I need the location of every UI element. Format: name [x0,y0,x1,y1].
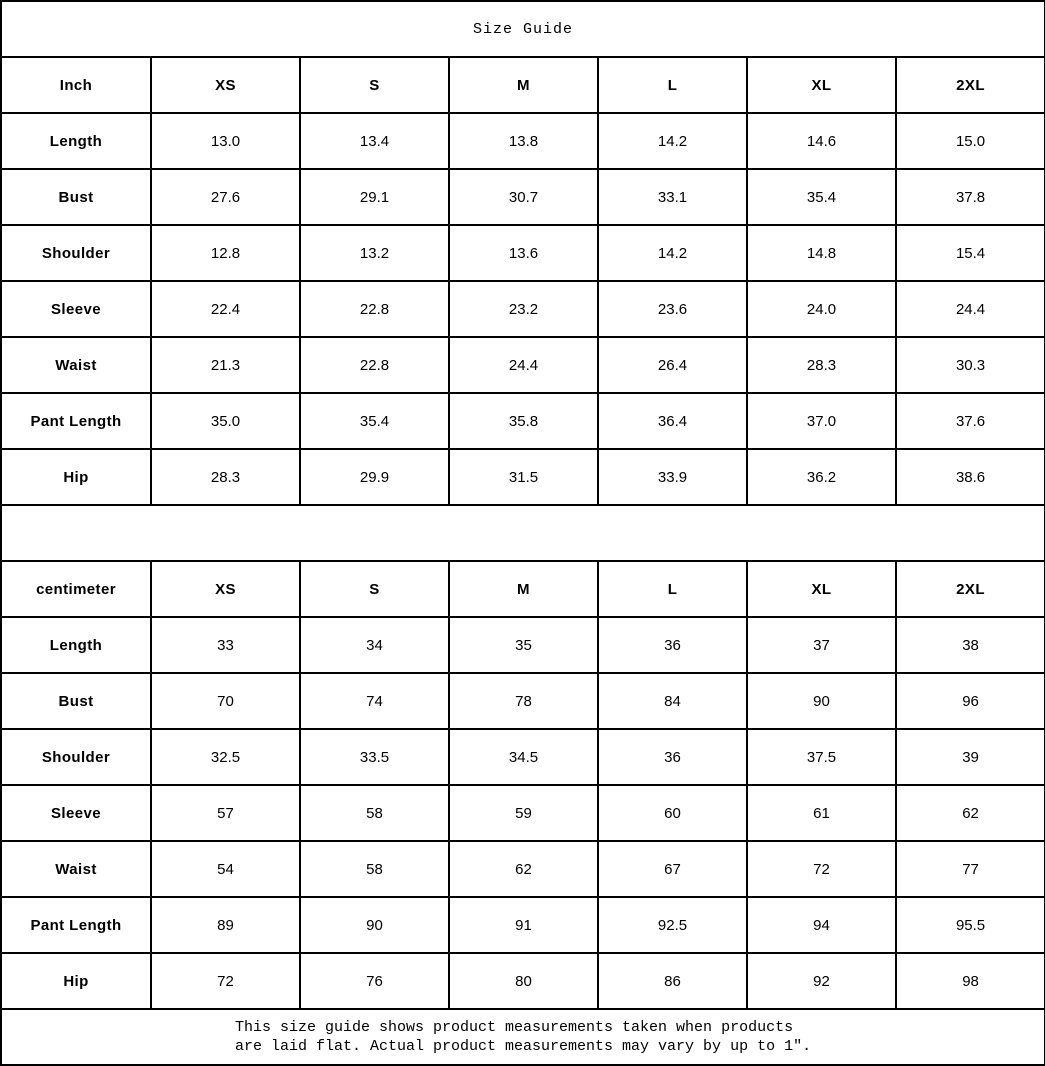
row-label: Shoulder [1,225,151,281]
title-row [1,1,1045,57]
table-row [1,281,1045,337]
measurement-cell: 14.8 [747,225,896,281]
measurement-cell: 39 [896,729,1045,785]
measurement-cell: 70 [151,673,300,729]
measurement-cell: 24.0 [747,281,896,337]
measurement-cell: 86 [598,953,747,1009]
measurement-cell: 62 [449,841,598,897]
measurement-cell: 23.2 [449,281,598,337]
size-header-l: L [598,57,747,113]
measurement-cell: 12.8 [151,225,300,281]
spacer-cell [1,505,1045,561]
measurement-cell: 31.5 [449,449,598,505]
size-header-s: S [300,57,449,113]
measurement-cell: 33.9 [598,449,747,505]
measurement-cell: 21.3 [151,337,300,393]
measurement-cell: 33.5 [300,729,449,785]
row-label: Sleeve [1,785,151,841]
measurement-cell: 38 [896,617,1045,673]
measurement-cell: 76 [300,953,449,1009]
size-header-xl: XL [747,561,896,617]
measurement-cell: 29.9 [300,449,449,505]
footer-note [1,1009,1045,1065]
measurement-cell: 59 [449,785,598,841]
measurement-cell: 24.4 [449,337,598,393]
measurement-cell: 14.2 [598,113,747,169]
measurement-cell: 35.4 [300,393,449,449]
table-row [1,393,1045,449]
measurement-cell: 72 [747,841,896,897]
measurement-cell: 13.4 [300,113,449,169]
measurement-cell: 80 [449,953,598,1009]
measurement-cell: 90 [300,897,449,953]
measurement-cell: 23.6 [598,281,747,337]
measurement-cell: 37.8 [896,169,1045,225]
measurement-cell: 77 [896,841,1045,897]
measurement-cell: 37.5 [747,729,896,785]
measurement-cell: 36.2 [747,449,896,505]
measurement-cell: 35.0 [151,393,300,449]
row-label: Hip [1,953,151,1009]
measurement-cell: 36.4 [598,393,747,449]
size-header-xs: XS [151,57,300,113]
row-label: Hip [1,449,151,505]
row-label: Sleeve [1,281,151,337]
measurement-cell: 30.3 [896,337,1045,393]
measurement-cell: 38.6 [896,449,1045,505]
row-label: Length [1,617,151,673]
measurement-cell: 22.8 [300,337,449,393]
row-label: Bust [1,169,151,225]
row-label: Bust [1,673,151,729]
measurement-cell: 22.8 [300,281,449,337]
measurement-cell: 72 [151,953,300,1009]
measurement-cell: 98 [896,953,1045,1009]
measurement-cell: 89 [151,897,300,953]
measurement-cell: 30.7 [449,169,598,225]
table-row [1,841,1045,897]
measurement-cell: 29.1 [300,169,449,225]
measurement-cell: 36 [598,617,747,673]
measurement-cell: 35.8 [449,393,598,449]
measurement-cell: 34.5 [449,729,598,785]
measurement-cell: 24.4 [896,281,1045,337]
measurement-cell: 74 [300,673,449,729]
footer-line-1: This size guide shows product measurements taken when products [234,1019,794,1036]
unit-label-inch: Inch [1,57,151,113]
size-header-m: M [449,57,598,113]
measurement-cell: 78 [449,673,598,729]
measurement-cell: 67 [598,841,747,897]
measurement-cell: 28.3 [747,337,896,393]
measurement-cell: 94 [747,897,896,953]
table-row [1,785,1045,841]
inch-header-row [1,57,1045,113]
footer-line-2: are laid flat. Actual product measurements may vary by up to 1″. [234,1038,812,1055]
measurement-cell: 33 [151,617,300,673]
table-row [1,729,1045,785]
footer-row [1,1009,1045,1065]
measurement-cell: 33.1 [598,169,747,225]
unit-label-centimeter: centimeter [1,561,151,617]
size-header-l: L [598,561,747,617]
measurement-cell: 35 [449,617,598,673]
table-row [1,449,1045,505]
measurement-cell: 58 [300,785,449,841]
measurement-cell: 32.5 [151,729,300,785]
measurement-cell: 58 [300,841,449,897]
measurement-cell: 95.5 [896,897,1045,953]
measurement-cell: 34 [300,617,449,673]
size-header-xs: XS [151,561,300,617]
measurement-cell: 22.4 [151,281,300,337]
measurement-cell: 13.6 [449,225,598,281]
measurement-cell: 91 [449,897,598,953]
measurement-cell: 57 [151,785,300,841]
measurement-cell: 13.8 [449,113,598,169]
table-row [1,225,1045,281]
measurement-cell: 37.6 [896,393,1045,449]
row-label: Length [1,113,151,169]
measurement-cell: 37.0 [747,393,896,449]
measurement-cell: 36 [598,729,747,785]
row-label: Shoulder [1,729,151,785]
row-label: Pant Length [1,897,151,953]
measurement-cell: 15.0 [896,113,1045,169]
measurement-cell: 35.4 [747,169,896,225]
measurement-cell: 28.3 [151,449,300,505]
measurement-cell: 84 [598,673,747,729]
measurement-cell: 92 [747,953,896,1009]
measurement-cell: 15.4 [896,225,1045,281]
measurement-cell: 90 [747,673,896,729]
size-header-2xl: 2XL [896,57,1045,113]
measurement-cell: 62 [896,785,1045,841]
spacer-row [1,505,1045,561]
table-row [1,113,1045,169]
size-header-xl: XL [747,57,896,113]
size-header-s: S [300,561,449,617]
footer-note-text [235,1018,811,1056]
measurement-cell: 60 [598,785,747,841]
table-row [1,169,1045,225]
table-row [1,673,1045,729]
size-header-2xl: 2XL [896,561,1045,617]
measurement-cell: 61 [747,785,896,841]
row-label: Pant Length [1,393,151,449]
table-row [1,953,1045,1009]
measurement-cell: 26.4 [598,337,747,393]
row-label: Waist [1,337,151,393]
measurement-cell: 37 [747,617,896,673]
table-row [1,617,1045,673]
measurement-cell: 96 [896,673,1045,729]
size-header-m: M [449,561,598,617]
measurement-cell: 92.5 [598,897,747,953]
table-row [1,337,1045,393]
row-label: Waist [1,841,151,897]
measurement-cell: 54 [151,841,300,897]
page-title: Size Guide [1,1,1045,57]
table-row [1,897,1045,953]
measurement-cell: 27.6 [151,169,300,225]
cm-table-body [1,617,1045,1009]
measurement-cell: 14.6 [747,113,896,169]
inch-table-body [1,113,1045,505]
measurement-cell: 13.2 [300,225,449,281]
cm-header-row [1,561,1045,617]
measurement-cell: 13.0 [151,113,300,169]
measurement-cell: 14.2 [598,225,747,281]
